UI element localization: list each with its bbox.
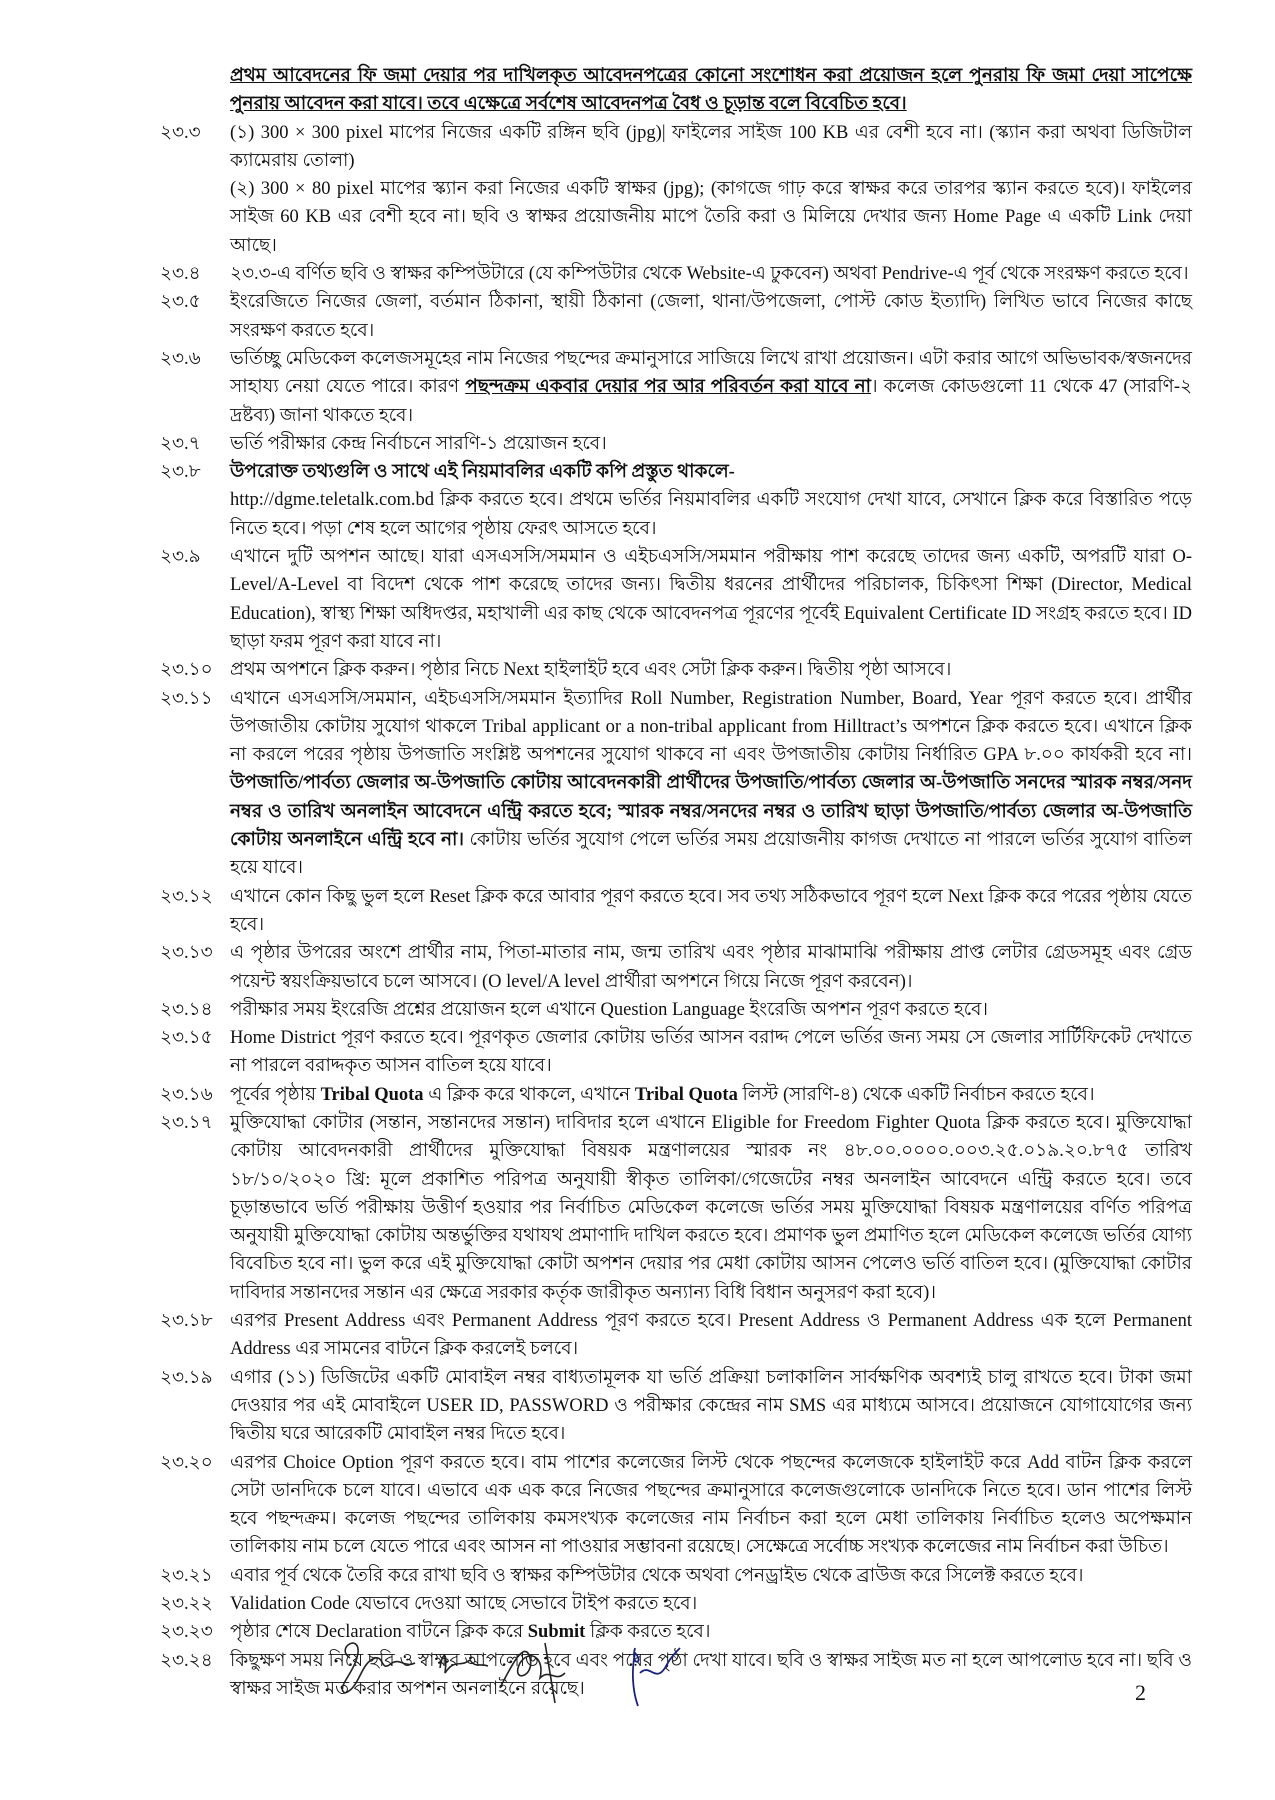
instruction-item	[160, 996, 1192, 1024]
text-run: কোটায় ভর্তির সুযোগ পেলে ভর্তির সময় প্রয়োজনীয় কাগজ দেখাতে না পারলে ভর্তির সুযোগ বাতিল হয়ে যাবে।	[230, 830, 1192, 879]
emphasized-text: Tribal Quota	[634, 1084, 738, 1105]
item-number: ২৩.২৩	[160, 1622, 213, 1643]
instruction-item	[160, 685, 1192, 883]
instruction-item	[160, 1081, 1192, 1109]
instruction-item	[160, 656, 1192, 684]
instruction-item	[160, 883, 1192, 940]
item-paragraph	[230, 288, 1192, 345]
text-run: মুক্তিযোদ্ধা কোটার (সন্তান, সন্তানদের সন্তান) দাবিদার হলে এখানে Eligible for Freedom Fighter Quota ক্লিক করতে হবে। মুক্তিযোদ্ধা কোটায় আবেদনকারী প্রার্থীদের মুক্তিযোদ্ধা বিষয়ক মন্ত্রণালয়ের স্মারক নং ৪৮.০০.০০০০.০০৩.২৫.০১৯.২০.৮৭৫ তারিখ ১৮/১০/২০২০ খ্রি: মূলে প্রকাশিত পরিপত্র অনুযায়ী স্বীকৃত তালিকা/গেজেটের নম্বর অনলাইন আবেদনে এন্ট্রি করতে হবে। তবে চূড়ান্তভাবে ভর্তি পরীক্ষায় উত্তীর্ণ হওয়ার পর নির্বাচিত মেডিকেল কলেজে ভর্তির সময় মুক্তিযোদ্ধা বিষয়ক মন্ত্রণালয়ের বর্ণিত পরিপত্র অনুযায়ী মুক্তিযোদ্ধা কোটায় অন্তর্ভুক্তির যথাযথ প্রমাণাদি দাখিল করতে হবে। প্রমাণক ভুল প্রমাণিত হলে মেডিকেল কলেজে ভর্তির যোগ্য বিবেচিত হবে না। ভুল করে এই মুক্তিযোদ্ধা কোটা অপশন দেয়ার পর মেধা কোটায় আসন পেলেও ভর্তি বাতিল হবে। (মুক্তিযোদ্ধা কোটার দাবিদার সন্তানদের সন্তান এর ক্ষেত্রে সরকার কর্তৃক জারীকৃত অন্যান্য বিধি বিধান অনুসরণ করা হবে)।	[230, 1112, 1192, 1303]
item-text	[230, 430, 1192, 458]
text-run: ইংরেজিতে নিজের জেলা, বর্তমান ঠিকানা, স্থায়ী ঠিকানা (জেলা, থানা/উপজেলা, পোস্ট কোড ইত্যাদি) লিখিত ভাবে নিজের কাছে সংরক্ষণ করতে হবে।	[230, 292, 1192, 341]
signature-3	[500, 1643, 565, 1703]
item-text	[230, 1081, 1192, 1109]
item-text	[230, 1109, 1192, 1307]
item-paragraph	[230, 1562, 1192, 1590]
item-text	[230, 1590, 1192, 1618]
text-run: এরপর Choice Option পূরণ করতে হবে। বাম পাশের কলেজের লিস্ট থেকে পছন্দের কলেজকে হাইলাইট করে Add বাটন ক্লিক করলে সেটা ডানদিকে চলে যাবে। এভাবে এক এক করে নিজের পছন্দের ক্রমানুসারে কলেজগুলোকে ডানদিকে নিতে হবে। ডান পাশের লিস্ট হবে পছন্দক্রম। কলেজ পছন্দের তালিকায় কমসংখ্যক কলেজের নাম নির্বাচন করা হলে মেধা তালিকায় নির্বাচিত হলেও অপেক্ষমান তালিকায় নাম চলে যেতে পারে এবং আসন না পাওয়ার সম্ভাবনা রয়েছে। সেক্ষেত্রে সর্বোচ্চ সংখ্যক কলেজের নাম নির্বাচন করা উচিত।	[230, 1452, 1192, 1558]
item-text	[230, 543, 1192, 656]
text-run: এবার পূর্ব থেকে তৈরি করে রাখা ছবি ও স্বাক্ষর কম্পিউটার থেকে অথবা পেনড্রাইভ থেকে ব্রাউজ করে সিলেক্ট করতে হবে।	[230, 1565, 1084, 1586]
item-paragraph	[230, 656, 1192, 684]
signature-2	[440, 1656, 488, 1674]
instruction-item	[160, 1364, 1192, 1449]
item-paragraph	[230, 543, 1192, 656]
text-run: ভর্তি পরীক্ষার কেন্দ্র নির্বাচনে সারণি-১ প্রয়োজন হবে।	[230, 433, 607, 454]
text-run: এ ক্লিক করে থাকলে, এখানে	[423, 1084, 635, 1105]
text-run: http://dgme.teletalk.com.bd ক্লিক করতে হবে। প্রথমে ভর্তির নিয়মাবলির একটি সংযোগ দেখা যাবে, সেখানে ক্লিক করে বিস্তারিত পড়ে নিতে হবে। পড়া শেষ হলে আগের পৃষ্ঠায় ফেরৎ আসতে হবে।	[230, 490, 1192, 539]
instruction-item	[160, 1562, 1192, 1590]
text-run: ভর্তিচ্ছু মেডিকেল কলেজসমূহের নাম নিজের পছন্দের ক্রমানুসারে সাজিয়ে লিখে রাখা প্রয়োজন। এটা করার আগে অভিভাবক/স্বজনদের সাহায্য নেয়া যেতে পারে। কারণ	[230, 348, 1192, 398]
item-text	[230, 288, 1192, 345]
item-number: ২৩.৮	[160, 462, 201, 483]
item-number: ২৩.১১	[160, 688, 213, 709]
item-paragraph	[230, 430, 1192, 458]
text-run: (২) 300 × 80 pixel মাপের স্ক্যান করা নিজের একটি স্বাক্ষর (jpg); (কাগজে গাঢ় করে স্বাক্ষর করে তারপর স্ক্যান করতে হবে)। ফাইলের সাইজ 60 KB এর বেশী হবে না। ছবি ও স্বাক্ষর প্রয়োজনীয় মাপে তৈরি করা ও মিলিয়ে দেখার জন্য Home Page এ একটি Link দেয়া আছে।	[230, 179, 1192, 256]
emphasized-text: প্রথম আবেদনের ফি জমা দেয়ার পর দাখিলকৃত আবেদনপত্রের কোনো সংশোধন করা প্রয়োজন হলে পুনরায় ফি জমা দেয়া সাপেক্ষে পুনরায় আবেদন করা যাবে। তবে এক্ষেত্রে সর্বশেষ আবেদনপত্র বৈধ ও চূড়ান্ত বলে বিবেচিত হবে।	[230, 66, 1192, 115]
item-number: ২৩.১৮	[160, 1311, 213, 1332]
intro-paragraph	[230, 62, 1192, 119]
text-run: Validation Code যেভাবে দেওয়া আছে সেভাবে টাইপ করতে হবে।	[230, 1594, 698, 1615]
text-run: (১) 300 × 300 pixel মাপের নিজের একটি রঙ্গিন ছবি (jpg)| ফাইলের সাইজ 100 KB এর বেশী হবে না। (স্ক্যান করা অথবা ডিজিটাল ক্যামেরায় তোলা)	[230, 122, 1192, 171]
text-run: ক্লিক করতে হবে।	[585, 1622, 711, 1643]
text-run: পরীক্ষার সময় ইংরেজি প্রশ্নের প্রয়োজন হলে এখানে Question Language ইংরেজি অপশন পূরণ করতে হবে।	[230, 999, 989, 1020]
emphasized-text: উপরোক্ত তথ্যগুলি ও সাথে এই নিয়মাবলির একটি কপি প্রস্তুত থাকলে-	[230, 462, 735, 483]
item-number: ২৩.১৪	[160, 999, 213, 1020]
text-run: Home District পূরণ করতে হবে। পূরণকৃত জেলার কোটায় ভর্তির আসন বরাদ্দ পেলে ভর্তির জন্য সময় সে জেলার সার্টিফিকেট দেখাতে না পারলে বরাদ্দকৃত আসন বাতিল হয়ে যাবে।	[230, 1028, 1192, 1077]
item-paragraph	[230, 175, 1192, 260]
instruction-item	[160, 1024, 1192, 1081]
instruction-item	[160, 288, 1192, 345]
instruction-item	[160, 119, 1192, 260]
item-number: ২৩.১০	[160, 660, 213, 681]
item-paragraph	[230, 1109, 1192, 1307]
text-run: এখানে দুটি অপশন আছে। যারা এসএসসি/সমমান ও এইচএসসি/সমমান পরীক্ষায় পাশ করেছে তাদের জন্য একটি, অপরটি যারা O-Level/A-Level বা বিদেশ থেকে পাশ করেছে তাদের জন্য। দ্বিতীয় ধরনের প্রার্থীদের পরিচালক, চিকিৎসা শিক্ষা (Director, Medical Education), স্বাস্থ্য শিক্ষা অধিদপ্তর, মহাখালী এর কাছ থেকে আবেদনপত্র পূরণের পূর্বেই Equivalent Certificate ID সংগ্রহ করতে হবে। ID ছাড়া ফরম পূরণ করা যাবে না।	[230, 547, 1192, 652]
item-number: ২৩.৭	[160, 433, 201, 454]
item-text	[230, 119, 1192, 260]
text-run: পৃষ্ঠার শেষে Declaration বাটনে ক্লিক করে	[230, 1622, 528, 1643]
text-run: এখানে কোন কিছু ভুল হলে Reset ক্লিক করে আবার পূরণ করতে হবে। সব তথ্য সঠিকভাবে পূরণ হলে Next ক্লিক করে পরের পৃষ্ঠায় যেতে হবে।	[230, 886, 1192, 935]
item-paragraph	[230, 1449, 1192, 1562]
item-paragraph	[230, 345, 1192, 430]
instruction-item	[160, 1449, 1192, 1562]
item-number: ২৩.৩	[160, 122, 201, 143]
item-paragraph	[230, 1024, 1192, 1081]
instruction-item	[160, 458, 1192, 543]
signature-4	[633, 1648, 680, 1706]
item-number: ২৩.১৯	[160, 1367, 213, 1388]
item-number: ২৩.৪	[160, 264, 201, 285]
emphasized-text: পছন্দক্রম একবার দেয়ার পর আর পরিবর্তন করা যাবে না	[465, 377, 872, 398]
item-text	[230, 1307, 1192, 1364]
item-number: ২৩.২২	[160, 1594, 213, 1615]
item-paragraph	[230, 1307, 1192, 1364]
item-paragraph	[230, 939, 1192, 996]
item-text	[230, 1024, 1192, 1081]
instruction-item	[160, 939, 1192, 996]
item-number: ২৩.১৩	[160, 943, 213, 964]
text-run: পূর্বের পৃষ্ঠায়	[230, 1084, 321, 1105]
item-number: ২৩.১৭	[160, 1112, 213, 1133]
item-number: ২৩.৯	[160, 547, 201, 568]
instruction-item	[160, 543, 1192, 656]
text-run: কিছুক্ষণ সময় নিয়ে ছবি ও স্বাক্ষর আপলোড হবে এবং পরের পৃষ্ঠা দেখা যাবে। ছবি ও স্বাক্ষর সাইজ মত না হলে আপলোড হবে না। ছবি ও স্বাক্ষর সাইজ মত করার অপশন অনলাইনে রয়েছে।	[230, 1650, 1192, 1699]
document-body	[160, 62, 1192, 1703]
text-run: এ পৃষ্ঠার উপরের অংশে প্রার্থীর নাম, পিতা-মাতার নাম, জন্ম তারিখ এবং পৃষ্ঠার মাঝামাঝি পরীক্ষায় প্রাপ্ত লেটার গ্রেডসমূহ এবং গ্রেড পয়েন্ট স্বয়ংক্রিয়ভাবে চলে আসবে। (O level/A level প্রার্থীরা অপশনে গিয়ে নিজে পূরণ করবেন)।	[230, 943, 1192, 992]
item-paragraph	[230, 883, 1192, 940]
item-paragraph	[230, 1081, 1192, 1109]
item-number: ২৩.১৫	[160, 1028, 213, 1049]
item-text	[230, 1364, 1192, 1449]
instruction-item	[160, 345, 1192, 430]
text-run: এগার (১১) ডিজিটের একটি মোবাইল নম্বর বাধ্যতামূলক যা ভর্তি প্রক্রিয়া চলাকালিন সার্বক্ষণিক অবশ্যই চালু রাখতে হবে। টাকা জমা দেওয়ার পর এই মোবাইলে USER ID, PASSWORD ও পরীক্ষার কেন্দ্রের নাম SMS এর মাধ্যমে আসবে। প্রয়োজনে যোগাযোগের জন্য দ্বিতীয় ঘরে আরেকটি মোবাইল নম্বর দিতে হবে।	[230, 1367, 1192, 1445]
item-paragraph	[230, 1364, 1192, 1449]
text-run: এরপর Present Address এবং Permanent Address পূরণ করতে হবে। Present Address ও Permanent Address এক হলে Permanent Address এর সামনের বাটনে ক্লিক করলেই চলবে।	[230, 1311, 1192, 1360]
text-run: । কলেজ কোডগুলো 11 থেকে 47 (সারণি-২ দ্রষ্টব্য) জানা থাকতে হবে।	[230, 377, 1193, 426]
item-number: ২৩.৬	[160, 348, 201, 369]
item-text	[230, 345, 1192, 430]
item-text	[230, 1562, 1192, 1590]
text-run: এখানে এসএসসি/সমমান, এইচএসসি/সমমান ইত্যাদির Roll Number, Registration Number, Board, Year পূরণ করতে হবে। প্রার্থীর উপজাতীয় কোটায় সুযোগ থাকলে Tribal applicant or a non-tribal applicant from Hilltract’s অপশনে ক্লিক করতে হবে। এখানে ক্লিক না করলে পরের পৃষ্ঠায় উপজাতি সংশ্লিষ্ট অপশনের সুযোগ থাকবে না এবং উপজাতীয় কোটায় নির্ধারিত GPA ৮.০০ কার্যকরী হবে না।	[230, 688, 1192, 766]
text-run: প্রথম অপশনে ক্লিক করুন। পৃষ্ঠার নিচে Next হাইলাইট হবে এবং সেটা ক্লিক করুন। দ্বিতীয় পৃষ্ঠা আসবে।	[230, 660, 952, 681]
item-paragraph	[230, 458, 1192, 486]
item-paragraph	[230, 486, 1192, 543]
instruction-item	[160, 1109, 1192, 1307]
emphasized-text: Submit	[527, 1622, 586, 1643]
signatures	[330, 1628, 790, 1708]
item-number: ২৩.২১	[160, 1565, 213, 1586]
item-paragraph	[230, 260, 1192, 288]
item-text	[230, 458, 1192, 543]
item-text	[230, 685, 1192, 883]
item-text	[230, 1449, 1192, 1562]
item-paragraph	[230, 1590, 1192, 1618]
item-number: ২৩.২৪	[160, 1650, 213, 1671]
instruction-item	[160, 1307, 1192, 1364]
item-text	[230, 656, 1192, 684]
emphasized-text: উপজাতি/পার্বত্য জেলার অ-উপজাতি কোটায় আবেদনকারী প্রার্থীদের উপজাতি/পার্বত্য জেলার অ-উপজাতি সনদের স্মারক নম্বর/সনদ নম্বর ও তারিখ অনলাইন আবেদনে এন্ট্রি করতে হবে; স্মারক নম্বর/সনদের নম্বর ও তারিখ ছাড়া উপজাতি/পার্বত্য জেলার অ-উপজাতি কোটায় অনলাইনে এন্ট্রি হবে না।	[230, 773, 1192, 851]
text-run: লিস্ট (সারণি-৪) থেকে একটি নির্বাচন করতে হবে।	[737, 1084, 1095, 1105]
item-text	[230, 260, 1192, 288]
instruction-item	[160, 260, 1192, 288]
item-number: ২৩.১৬	[160, 1084, 213, 1105]
item-paragraph	[230, 685, 1192, 883]
item-paragraph	[230, 119, 1192, 176]
emphasized-text: Tribal Quota	[320, 1084, 424, 1105]
item-text	[230, 939, 1192, 996]
item-text	[230, 996, 1192, 1024]
page-number: 2	[1135, 1680, 1146, 1705]
item-number: ২৩.৫	[160, 292, 201, 313]
item-text	[230, 883, 1192, 940]
item-paragraph	[230, 996, 1192, 1024]
item-number: ২৩.২০	[160, 1452, 213, 1473]
item-number: ২৩.১২	[160, 886, 213, 907]
text-run: ২৩.৩-এ বর্ণিত ছবি ও স্বাক্ষর কম্পিউটারে (যে কম্পিউটার থেকে Website-এ ঢুকবেন) অথবা Pendrive-এ পূর্ব থেকে সংরক্ষণ করতে হবে।	[230, 264, 1189, 285]
instruction-list	[160, 119, 1192, 1704]
instruction-item	[160, 1590, 1192, 1618]
instruction-item	[160, 430, 1192, 458]
signature-1	[342, 1643, 415, 1693]
